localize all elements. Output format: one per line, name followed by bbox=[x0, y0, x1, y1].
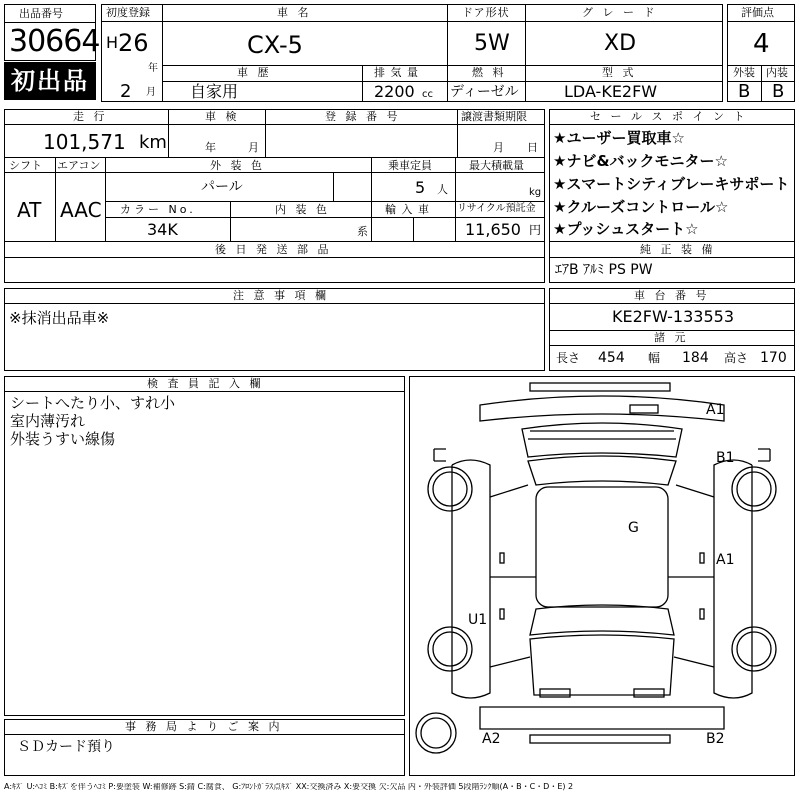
length-value: 454 bbox=[598, 350, 625, 366]
mileage-unit: km bbox=[139, 132, 167, 153]
chassis-value: KE2FW-133553 bbox=[612, 307, 735, 326]
damage-mark-roof: G bbox=[628, 520, 639, 536]
inspector-line: シートへたり小、すれ小 bbox=[10, 394, 176, 412]
damage-mark-rear-left: A2 bbox=[482, 731, 501, 747]
later-parts-label: 後 日 発 送 部 品 bbox=[215, 243, 332, 256]
lot-number: 30664 bbox=[9, 24, 100, 59]
sales-points-box bbox=[549, 109, 795, 283]
int-color-unit: 系 bbox=[357, 225, 368, 238]
damage-mark-left-rear: U1 bbox=[468, 612, 488, 628]
recycle-label: リサイクル預託金 bbox=[457, 203, 536, 214]
aircon-value: AAC bbox=[60, 198, 102, 222]
fuel-value: ディーゼル bbox=[450, 84, 519, 100]
transfer-month-unit: 月 bbox=[493, 141, 504, 154]
sales-point-item: ★クルーズコントロール☆ bbox=[553, 198, 729, 216]
rear-glass bbox=[530, 605, 674, 635]
inspector-line: 室内薄汚れ bbox=[10, 412, 86, 430]
spare-wheel bbox=[416, 713, 456, 753]
sales-points-label: セ ー ル ス ポ イ ン ト bbox=[590, 110, 748, 123]
shift-label: シフト bbox=[9, 159, 42, 172]
displacement-unit: cc bbox=[422, 89, 433, 100]
displacement-value: 2200 bbox=[374, 82, 415, 101]
ext-color-label: 外 装 色 bbox=[210, 159, 265, 172]
height-value: 170 bbox=[760, 350, 787, 366]
length-label: 長さ bbox=[556, 351, 581, 365]
roof bbox=[536, 487, 668, 607]
color-no-value: 34K bbox=[147, 220, 178, 239]
exterior-grade-label: 外装 bbox=[733, 66, 755, 79]
history-value: 自家用 bbox=[190, 82, 239, 101]
transfer-label: 譲渡書類期限 bbox=[461, 110, 527, 123]
capacity-unit: 人 bbox=[437, 183, 448, 196]
interior-grade-label: 内装 bbox=[766, 66, 788, 79]
sales-point-item: ★ユーザー買取車☆ bbox=[553, 129, 685, 147]
month-unit: 月 bbox=[146, 87, 156, 98]
door-label: ドア形状 bbox=[462, 6, 510, 19]
car-name-label: 車 名 bbox=[277, 6, 312, 19]
grade-label: グ レ ー ド bbox=[582, 6, 658, 19]
wheel-fl bbox=[428, 467, 472, 511]
reg-year: 26 bbox=[118, 29, 149, 57]
model-code-label: 型 式 bbox=[602, 66, 637, 79]
sales-point-item: ★プッシュスタート☆ bbox=[553, 220, 699, 238]
fuel-label: 燃 料 bbox=[472, 66, 507, 79]
inspector-label: 検 査 員 記 入 欄 bbox=[147, 377, 264, 390]
int-color-label: 内 装 色 bbox=[275, 203, 330, 216]
inspection-month-unit: 月 bbox=[248, 141, 259, 154]
office-value: ＳＤカード預り bbox=[17, 739, 115, 755]
score-box bbox=[727, 4, 795, 102]
color-no-label: カラー No. bbox=[120, 203, 196, 216]
score-label: 評価点 bbox=[741, 6, 774, 19]
chassis-box bbox=[549, 288, 795, 371]
rear-bumper bbox=[480, 707, 724, 729]
interior-grade-value: B bbox=[772, 81, 785, 102]
windshield bbox=[528, 456, 676, 485]
sales-point-item: ★ナビ&バックモニター☆ bbox=[553, 152, 728, 170]
details-table bbox=[4, 109, 545, 283]
width-label: 幅 bbox=[648, 351, 661, 365]
score-value: 4 bbox=[753, 29, 770, 59]
car-diagram bbox=[410, 377, 794, 775]
displacement-label: 排 気 量 bbox=[374, 66, 419, 79]
car-name: CX-5 bbox=[247, 31, 303, 59]
lot-number-label: 出品番号 bbox=[19, 7, 63, 20]
year-unit: 年 bbox=[148, 63, 158, 74]
dims-label: 諸 元 bbox=[654, 331, 689, 344]
mileage-label: 走 行 bbox=[73, 110, 108, 123]
grade-value: XD bbox=[604, 31, 637, 56]
damage-mark-front-right: B1 bbox=[716, 450, 735, 466]
recycle-value: 11,650 bbox=[465, 220, 521, 239]
era: H bbox=[106, 33, 119, 52]
wheel-rl bbox=[428, 627, 472, 671]
width-value: 184 bbox=[682, 350, 709, 366]
chassis-label: 車 台 番 号 bbox=[634, 289, 710, 302]
inspector-line: 外装うすい線傷 bbox=[10, 430, 116, 448]
wheel-fr bbox=[732, 467, 776, 511]
office-box bbox=[4, 719, 405, 776]
front-grille bbox=[530, 383, 670, 391]
reg-month: 2 bbox=[120, 81, 132, 102]
vehicle-header-table bbox=[101, 4, 723, 102]
exterior-grade-value: B bbox=[738, 81, 751, 102]
front-bumper bbox=[480, 396, 724, 421]
notes-box bbox=[4, 288, 545, 371]
equipment-label: 純 正 装 備 bbox=[640, 243, 716, 256]
transfer-day-unit: 日 bbox=[527, 141, 538, 154]
inspection-year-unit: 年 bbox=[205, 141, 216, 154]
damage-mark-front: A1 bbox=[706, 402, 725, 418]
notes-label: 注 意 事 項 欄 bbox=[233, 289, 329, 302]
capacity-value: 5 bbox=[415, 178, 426, 197]
shift-value: AT bbox=[17, 198, 42, 222]
recycle-unit: 円 bbox=[529, 223, 542, 237]
max-load-label: 最大積載量 bbox=[469, 159, 524, 172]
capacity-label: 乗車定員 bbox=[388, 159, 432, 172]
damage-mark-right-door: A1 bbox=[716, 552, 735, 568]
inspection-label: 車 検 bbox=[205, 110, 240, 123]
car-diagram-box bbox=[409, 376, 795, 776]
wheel-rr bbox=[732, 627, 776, 671]
tailgate bbox=[530, 635, 674, 695]
max-load-unit: kg bbox=[529, 187, 542, 198]
damage-mark-rear-right: B2 bbox=[706, 731, 725, 747]
sales-point-item: ★スマートシティブレーキサポート bbox=[553, 175, 790, 193]
aircon-label: エアコン bbox=[57, 159, 101, 172]
import-label: 輸 入 車 bbox=[385, 203, 430, 216]
first-listing-badge: 初出品 bbox=[4, 62, 96, 100]
equipment-value: ｴｱB ｱﾙﾐ PS PW bbox=[555, 262, 653, 278]
hood bbox=[522, 423, 682, 457]
model-code-value: LDA-KE2FW bbox=[564, 82, 658, 101]
mileage-value: 101,571 bbox=[43, 130, 126, 154]
inspector-box bbox=[4, 376, 405, 716]
history-label: 車 歴 bbox=[237, 66, 272, 79]
first-reg-label: 初度登録 bbox=[106, 6, 150, 19]
door-value: 5W bbox=[474, 31, 510, 56]
ext-color-value: パール bbox=[201, 179, 243, 195]
lot-number-box bbox=[4, 4, 100, 61]
legend: A:ｷｽﾞ U:ﾍｺﾐ B:ｷｽﾞを伴うﾍｺﾐ P:要塗装 W:補修跡 S:錆 C:腐食、 G:ﾌﾛﾝﾄｶﾞﾗｽ点ｷｽﾞ XX:交換済み X:要交換 欠:欠品 内・外装評価 5段階ﾗﾝｸ順(A・B・C・D・E) 2 bbox=[4, 783, 574, 791]
height-label: 高さ bbox=[724, 351, 749, 365]
office-label: 事 務 局 よ り ご 案 内 bbox=[125, 720, 283, 733]
plate-label: 登 録 番 号 bbox=[325, 110, 401, 123]
notes-value: ※抹消出品車※ bbox=[9, 309, 110, 327]
